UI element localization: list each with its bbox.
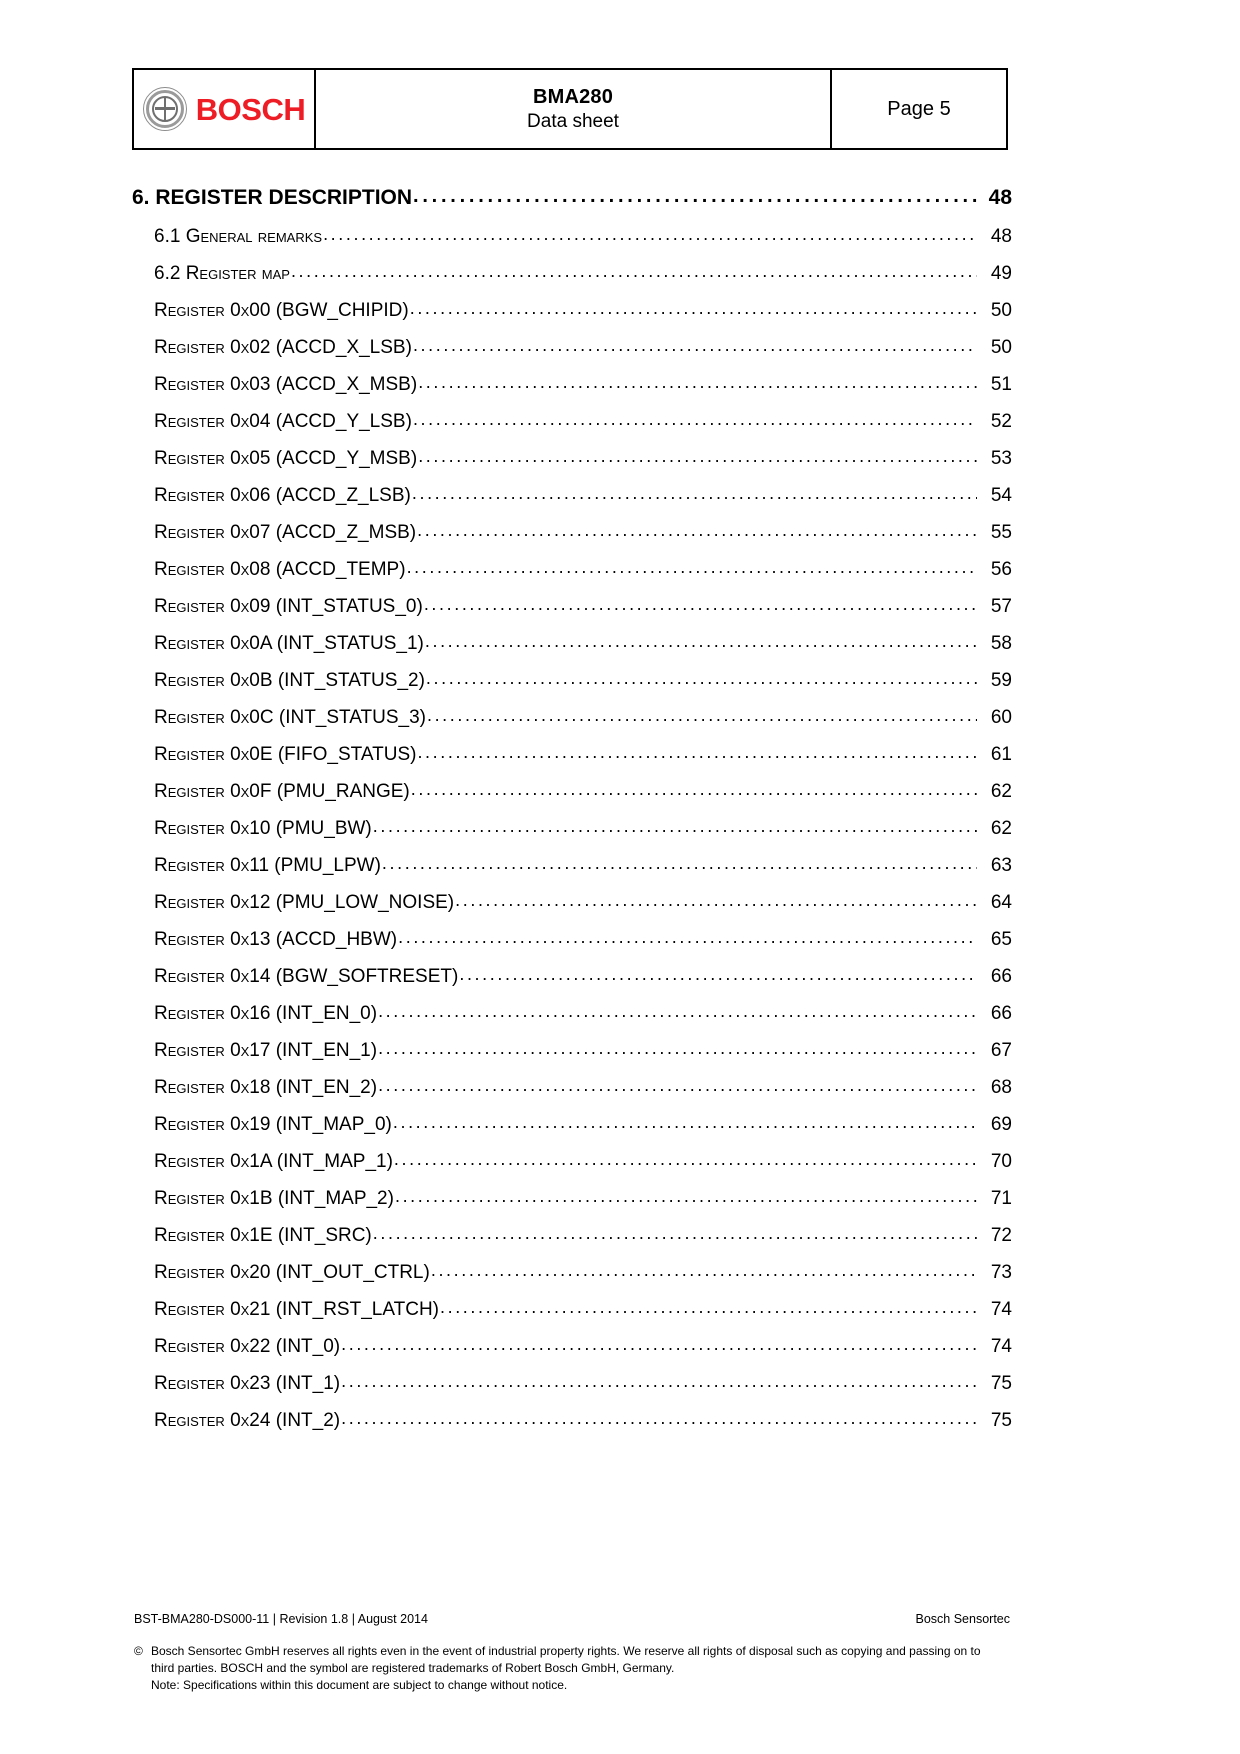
toc-entry-row[interactable] <box>132 1077 1012 1114</box>
toc-entry-label: Register 0x22 (INT_0) <box>154 1336 341 1357</box>
toc-entry-row[interactable] <box>132 1040 1012 1077</box>
toc-entry-page: 63 <box>990 855 1012 876</box>
toc-entry-label: Register 0x1E (INT_SRC) <box>154 1225 372 1246</box>
toc-entry-label: 6.2 Register map <box>154 263 290 284</box>
toc-entry-label: Register 0x08 (ACCD_TEMP) <box>154 559 406 580</box>
toc-leader-dots <box>412 483 977 504</box>
toc-entry-page: 74 <box>990 1299 1012 1320</box>
toc-entry-row[interactable] <box>132 1003 1012 1040</box>
header-logo-cell <box>134 70 316 148</box>
toc-entry-page: 75 <box>990 1410 1012 1431</box>
footer-legal-line-3: Note: Specifications within this document are subject to change without notice. <box>151 1678 568 1693</box>
header-title-cell <box>316 70 832 148</box>
toc-leader-dots <box>440 1297 977 1318</box>
toc-entry-label: Register 0x07 (ACCD_Z_MSB) <box>154 522 417 543</box>
toc-entry-row[interactable] <box>132 707 1012 744</box>
toc-leader-dots <box>413 185 977 208</box>
toc-leader-dots <box>398 927 977 948</box>
toc-leader-dots <box>459 964 977 985</box>
footer-legal-block <box>134 1643 1014 1694</box>
toc-entry-label: Register 0x02 (ACCD_X_LSB) <box>154 337 412 358</box>
toc-entry-row[interactable] <box>132 1188 1012 1225</box>
toc-entry-label: Register 0x24 (INT_2) <box>154 1410 341 1431</box>
toc-entry-label: Register 0x16 (INT_EN_0) <box>154 1003 378 1024</box>
toc-entry-row[interactable] <box>132 485 1012 522</box>
toc-entry-page: 67 <box>990 1040 1012 1061</box>
toc-entry-label: Register 0x0C (INT_STATUS_3) <box>154 707 426 728</box>
toc-entry-row[interactable] <box>132 1262 1012 1299</box>
toc-entry-label: Register 0x17 (INT_EN_1) <box>154 1040 378 1061</box>
toc-entry-label: Register 0x0B (INT_STATUS_2) <box>154 670 425 691</box>
toc-entry-row[interactable] <box>132 1299 1012 1336</box>
toc-leader-dots <box>407 557 977 578</box>
bosch-wordmark: BOSCH <box>195 91 306 127</box>
page-number-label: Page 5 <box>887 97 951 120</box>
toc-entry-label: Register 0x0F (PMU_RANGE) <box>154 781 410 802</box>
toc-entry-page: 57 <box>990 596 1012 617</box>
toc-entry-row[interactable] <box>132 929 1012 966</box>
toc-entry-page: 54 <box>990 485 1012 506</box>
toc-entry-label: Register 0x12 (PMU_LOW_NOISE) <box>154 892 455 913</box>
toc-entry-page: 53 <box>990 448 1012 469</box>
toc-leader-dots <box>411 779 977 800</box>
toc-entry-row[interactable] <box>132 300 1012 337</box>
toc-leader-dots <box>394 1149 977 1170</box>
toc-entry-row[interactable] <box>132 633 1012 670</box>
footer-legal-line-2: third parties. BOSCH and the symbol are registered trademarks of Robert Bosch GmbH, Germany. <box>151 1661 675 1676</box>
toc-entry-label: Register 0x18 (INT_EN_2) <box>154 1077 378 1098</box>
toc-leader-dots <box>393 1112 977 1133</box>
toc-entry-label: Register 0x10 (PMU_BW) <box>154 818 372 839</box>
toc-leader-dots <box>413 409 977 430</box>
toc-leader-dots <box>418 372 977 393</box>
toc-leader-dots <box>455 890 977 911</box>
toc-leader-dots <box>291 261 977 282</box>
toc-leader-dots <box>427 705 977 726</box>
toc-leader-dots <box>382 853 977 874</box>
toc-entry-row[interactable] <box>132 411 1012 448</box>
toc-entry-row[interactable] <box>132 892 1012 929</box>
toc-entry-label: Register 0x00 (BGW_CHIPID) <box>154 300 409 321</box>
toc-entry-page: 70 <box>990 1151 1012 1172</box>
copyright-icon: © <box>134 1644 143 1658</box>
toc-entry-label: Register 0x0E (FIFO_STATUS) <box>154 744 417 765</box>
toc-chapter-page: 48 <box>988 186 1012 209</box>
toc-leader-dots <box>417 520 977 541</box>
toc-entry-page: 50 <box>990 300 1012 321</box>
toc-entry-page: 58 <box>990 633 1012 654</box>
toc-leader-dots <box>378 1038 977 1059</box>
toc-entry-label: Register 0x21 (INT_RST_LATCH) <box>154 1299 439 1320</box>
toc-entry-row[interactable] <box>132 744 1012 781</box>
toc-entry-page: 66 <box>990 966 1012 987</box>
toc-leader-dots <box>323 224 977 245</box>
toc-leader-dots <box>341 1334 977 1355</box>
toc-entry-label: Register 0x0A (INT_STATUS_1) <box>154 633 424 654</box>
toc-entry-row[interactable] <box>132 337 1012 374</box>
toc-entry-row[interactable] <box>132 1151 1012 1188</box>
toc-chapter-label: 6. REGISTER DESCRIPTION <box>132 186 413 209</box>
toc-entry-label: Register 0x06 (ACCD_Z_LSB) <box>154 485 411 506</box>
toc-entry-label: Register 0x05 (ACCD_Y_MSB) <box>154 448 418 469</box>
bosch-anchor-icon <box>143 87 187 131</box>
toc-leader-dots <box>378 1075 977 1096</box>
toc-chapter-row[interactable] <box>132 186 1012 224</box>
toc-entry-row[interactable] <box>132 374 1012 411</box>
toc-entry-label: Register 0x23 (INT_1) <box>154 1373 341 1394</box>
toc-entry-row[interactable] <box>132 1225 1012 1262</box>
toc-entry-page: 56 <box>990 559 1012 580</box>
toc-leader-dots <box>373 816 977 837</box>
toc-entry-label: Register 0x11 (PMU_LPW) <box>154 855 381 876</box>
toc-entry-row[interactable] <box>132 781 1012 818</box>
toc-entry-label: Register 0x1B (INT_MAP_2) <box>154 1188 394 1209</box>
toc-entry-row[interactable] <box>132 522 1012 559</box>
toc-entry-page: 66 <box>990 1003 1012 1024</box>
toc-entry-row[interactable] <box>132 670 1012 707</box>
toc-leader-dots <box>378 1001 977 1022</box>
toc-leader-dots <box>424 594 977 615</box>
toc-entry-row[interactable] <box>132 1114 1012 1151</box>
footer-legal-line-1 <box>134 1643 1014 1660</box>
toc-leader-dots <box>410 298 977 319</box>
toc-entry-page: 74 <box>990 1336 1012 1357</box>
toc-leader-dots <box>417 742 977 763</box>
toc-entry-row[interactable] <box>132 1336 1012 1373</box>
toc-entry-label: Register 0x13 (ACCD_HBW) <box>154 929 398 950</box>
toc-entry-page: 60 <box>990 707 1012 728</box>
toc-entry-row[interactable] <box>132 559 1012 596</box>
toc-leader-dots <box>341 1408 977 1429</box>
toc-entry-row[interactable] <box>132 818 1012 855</box>
toc-entry-label: Register 0x04 (ACCD_Y_LSB) <box>154 411 412 432</box>
footer-company: Bosch Sensortec <box>915 1612 1010 1626</box>
toc-entry-label: Register 0x14 (BGW_SOFTRESET) <box>154 966 459 987</box>
toc-entry-row[interactable] <box>132 263 1012 300</box>
toc-entry-page: 52 <box>990 411 1012 432</box>
table-of-contents <box>132 186 1012 1447</box>
document-subtitle: Data sheet <box>527 110 619 132</box>
footer-meta <box>134 1612 1010 1626</box>
toc-entry-page: 51 <box>990 374 1012 395</box>
toc-leader-dots <box>425 631 977 652</box>
toc-entry-label: Register 0x03 (ACCD_X_MSB) <box>154 374 418 395</box>
toc-entry-page: 50 <box>990 337 1012 358</box>
toc-entry-page: 75 <box>990 1373 1012 1394</box>
toc-entry-page: 68 <box>990 1077 1012 1098</box>
toc-entry-row[interactable] <box>132 596 1012 633</box>
toc-entry-label: Register 0x19 (INT_MAP_0) <box>154 1114 392 1135</box>
toc-entry-page: 59 <box>990 670 1012 691</box>
toc-entry-row[interactable] <box>132 226 1012 263</box>
toc-leader-dots <box>373 1223 977 1244</box>
toc-leader-dots <box>413 335 977 356</box>
toc-entry-label: Register 0x1A (INT_MAP_1) <box>154 1151 393 1172</box>
toc-entry-page: 62 <box>990 818 1012 839</box>
toc-entry-row[interactable] <box>132 855 1012 892</box>
toc-entry-page: 71 <box>990 1188 1012 1209</box>
toc-leader-dots <box>426 668 977 689</box>
toc-entry-page: 72 <box>990 1225 1012 1246</box>
toc-entry-page: 73 <box>990 1262 1012 1283</box>
toc-entry-row[interactable] <box>132 1410 1012 1447</box>
toc-entry-label: Register 0x20 (INT_OUT_CTRL) <box>154 1262 430 1283</box>
document-title: BMA280 <box>532 86 614 109</box>
toc-entry-row[interactable] <box>132 1373 1012 1410</box>
toc-entry-page: 65 <box>990 929 1012 950</box>
toc-leader-dots <box>395 1186 977 1207</box>
toc-entry-page: 61 <box>990 744 1012 765</box>
header-page-cell <box>832 70 1006 148</box>
toc-entry-page: 48 <box>990 226 1012 247</box>
page-header-table <box>132 68 1008 150</box>
toc-entry-row[interactable] <box>132 448 1012 485</box>
toc-entry-page: 55 <box>990 522 1012 543</box>
toc-entry-page: 49 <box>990 263 1012 284</box>
toc-entry-page: 64 <box>990 892 1012 913</box>
footer-legal-text-1: Bosch Sensortec GmbH reserves all rights even in the event of industrial property rights. We reserve all rights of disposal such as copying and passing on to <box>151 1644 981 1658</box>
toc-leader-dots <box>431 1260 977 1281</box>
footer-document-id: BST-BMA280-DS000-11 | Revision 1.8 | August 2014 <box>134 1612 428 1626</box>
toc-entry-label: Register 0x09 (INT_STATUS_0) <box>154 596 423 617</box>
toc-leader-dots <box>341 1371 977 1392</box>
toc-leader-dots <box>418 446 977 467</box>
toc-entry-row[interactable] <box>132 966 1012 1003</box>
toc-entry-label: 6.1 General remarks <box>154 226 323 247</box>
toc-entry-page: 69 <box>990 1114 1012 1135</box>
toc-entry-page: 62 <box>990 781 1012 802</box>
